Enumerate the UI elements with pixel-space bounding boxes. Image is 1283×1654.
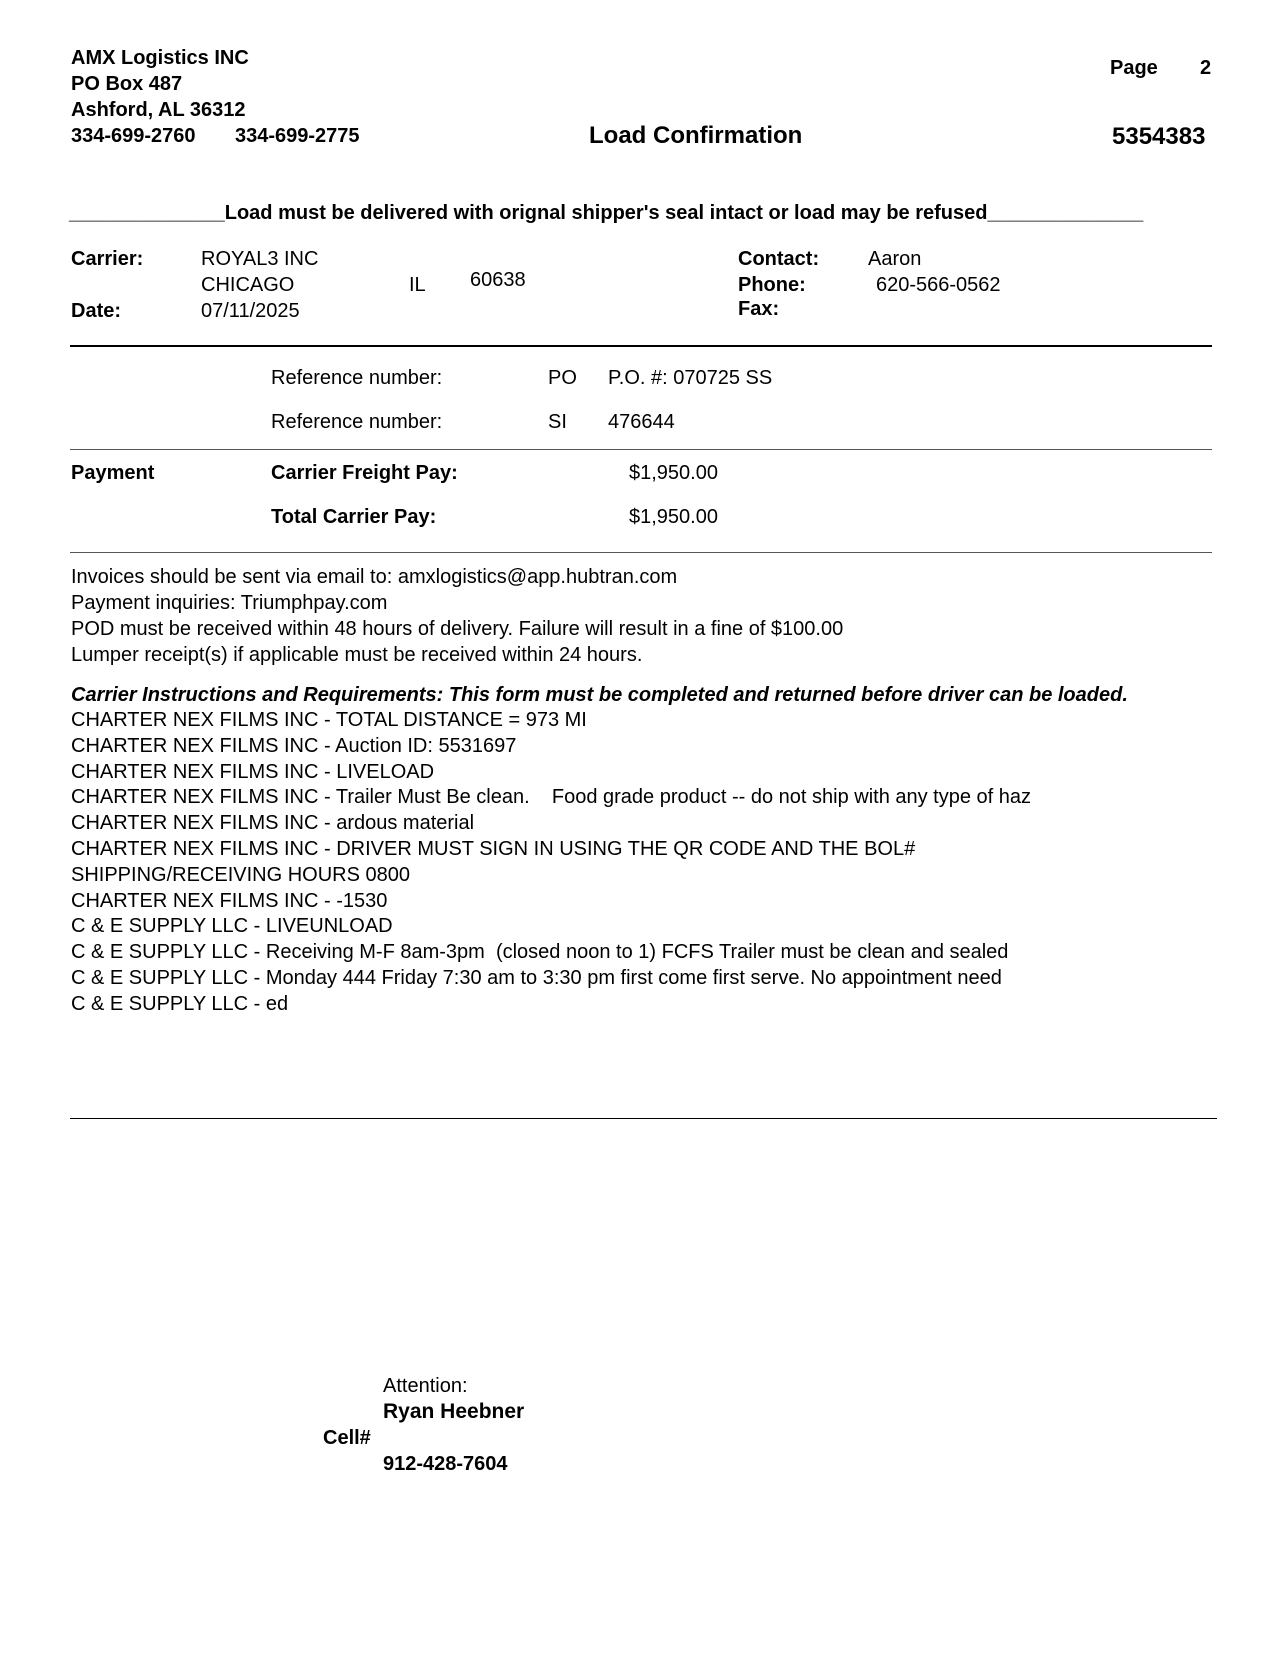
- instruction-line: CHARTER NEX FILMS INC - LIVELOAD: [71, 760, 435, 783]
- instruction-line: C & E SUPPLY LLC - Monday 444 Friday 7:30 am to 3:30 pm first come first serve. No appointment need: [71, 966, 1002, 989]
- reference-label: Reference number:: [271, 367, 443, 389]
- attention-label: Attention:: [383, 1375, 468, 1397]
- seal-notice-rule-right: ______________: [987, 202, 1144, 224]
- carrier-state: IL: [409, 274, 426, 296]
- phone-label: Phone:: [738, 274, 806, 296]
- total-pay-value: $1,950.00: [629, 506, 718, 528]
- note-line: Invoices should be sent via email to: amxlogistics@app.hubtran.com: [71, 566, 678, 588]
- company-name: AMX Logistics INC: [71, 47, 249, 69]
- instruction-line: CHARTER NEX FILMS INC - ardous material: [71, 812, 475, 835]
- company-phone-1: 334-699-2760: [71, 125, 196, 147]
- page-label: Page: [1110, 57, 1158, 79]
- load-number: 5354383: [1112, 123, 1206, 150]
- company-address-line1: PO Box 487: [71, 73, 183, 95]
- seal-notice: [69, 202, 1211, 225]
- cell-label: Cell#: [323, 1427, 371, 1449]
- instruction-line: C & E SUPPLY LLC - ed: [71, 992, 289, 1015]
- carrier-label: Carrier:: [71, 248, 144, 270]
- freight-pay-label: Carrier Freight Pay:: [271, 462, 458, 484]
- contact-value: Aaron: [868, 248, 922, 270]
- reference-type: PO: [548, 367, 577, 389]
- carrier-zip: 60638: [470, 269, 526, 291]
- instructions-heading: Carrier Instructions and Requirements: This form must be completed and returned before driver can be loaded.: [71, 684, 1128, 706]
- reference-value: 476644: [608, 411, 675, 433]
- fax-label: Fax:: [738, 298, 780, 320]
- page-number: 2: [1200, 57, 1212, 79]
- section-divider: [70, 449, 1212, 450]
- reference-label: Reference number:: [271, 411, 443, 433]
- company-phone-2: 334-699-2775: [235, 125, 360, 147]
- instruction-line: CHARTER NEX FILMS INC - Auction ID: 5531697: [71, 734, 517, 757]
- date-value: 07/11/2025: [201, 300, 300, 322]
- carrier-city: CHICAGO: [201, 274, 295, 296]
- seal-notice-text: Load must be delivered with orignal shipper's seal intact or load may be refused: [224, 202, 988, 224]
- section-divider: [70, 552, 1212, 553]
- contact-label: Contact:: [738, 248, 820, 270]
- note-line: Payment inquiries: Triumphpay.com: [71, 592, 388, 614]
- instruction-line: C & E SUPPLY LLC - LIVEUNLOAD: [71, 915, 393, 938]
- payment-label: Payment: [71, 462, 155, 484]
- instruction-line: CHARTER NEX FILMS INC - TOTAL DISTANCE = 973 MI: [71, 709, 587, 731]
- instruction-line: CHARTER NEX FILMS INC - DRIVER MUST SIGN IN USING THE QR CODE AND THE BOL#: [71, 837, 916, 860]
- cell-number: 912-428-7604: [383, 1453, 508, 1475]
- instructions-list: [71, 708, 1031, 1018]
- footer-divider: [70, 1118, 1217, 1119]
- instruction-line: SHIPPING/RECEIVING HOURS 0800: [71, 863, 410, 886]
- billing-notes: [71, 564, 843, 668]
- document-title: Load Confirmation: [589, 122, 803, 149]
- note-line: POD must be received within 48 hours of delivery. Failure will result in a fine of $100.00: [71, 618, 844, 640]
- total-pay-label: Total Carrier Pay:: [271, 506, 437, 528]
- attention-name: Ryan Heebner: [383, 1400, 525, 1423]
- seal-notice-rule-left: ______________: [69, 202, 225, 224]
- instruction-line: CHARTER NEX FILMS INC - -1530: [71, 889, 388, 912]
- reference-value: P.O. #: 070725 SS: [608, 367, 773, 389]
- company-address-line2: Ashford, AL 36312: [71, 99, 246, 121]
- date-label: Date:: [71, 300, 122, 322]
- section-divider: [70, 345, 1212, 347]
- phone-value: 620-566-0562: [876, 274, 1001, 296]
- freight-pay-value: $1,950.00: [629, 462, 718, 484]
- reference-type: SI: [548, 411, 567, 433]
- carrier-name: ROYAL3 INC: [201, 248, 319, 270]
- instruction-line: C & E SUPPLY LLC - Receiving M-F 8am-3pm (closed noon to 1) FCFS Trailer must be clean and sealed: [71, 941, 1009, 964]
- instruction-line: CHARTER NEX FILMS INC - Trailer Must Be clean. Food grade product -- do not ship with any type of haz: [71, 786, 1032, 809]
- note-line: Lumper receipt(s) if applicable must be received within 24 hours.: [71, 644, 643, 666]
